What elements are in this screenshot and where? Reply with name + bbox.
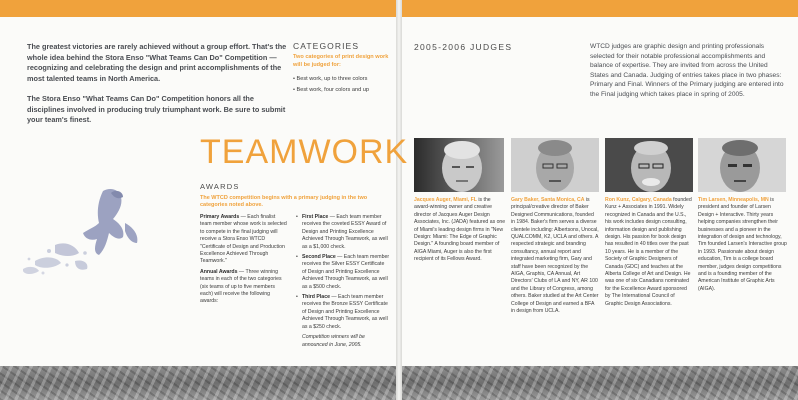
judge-bio <box>605 197 693 308</box>
places-list <box>296 214 390 331</box>
judges-heading: 2005-2006 JUDGES <box>414 42 513 52</box>
category-item: • Best work, up to three colors <box>293 74 393 85</box>
category-item: • Best work, four colors and up <box>293 85 393 96</box>
judge-bio <box>414 197 506 264</box>
place-label: First Place <box>302 214 329 220</box>
judge-name: Tim Larsen, Minneapolis, MN <box>698 197 769 203</box>
awards-column-right <box>296 214 390 352</box>
rock-texture-band-right <box>402 366 798 400</box>
judge-name: Gary Baker, Santa Monica, CA <box>511 197 585 203</box>
primary-awards-text <box>200 214 288 266</box>
annual-awards-text <box>200 269 288 306</box>
awards-column-left <box>200 214 288 309</box>
skier-illustration <box>15 183 180 283</box>
annual-awards-body: — Three winning teams in each of the two categories (six teams of up to five members each) will receive the following awards: <box>200 268 282 305</box>
place-label: Third Place <box>302 294 330 301</box>
judge-bio-text: is principal/creative director of Baker Designed Communications, founded in 1984. Baker's firm serves a diverse clientele including: Albertsons, Unocal, QUALCOMM, K2, UCLA and others. A respected strategic and branding consultancy, annual report and integrated marketing firm, Gary and staff have been recognized by the AIGA, Graphis, CA Annual, Art Directors' Clubs of LA and NY, AR 100 and the Library of Congress, among others. Baker studied at the Art Center College of Design and earned a BFA in design from UCLA. <box>511 197 599 315</box>
page-gutter <box>396 0 402 400</box>
intro-paragraph: The Stora Enso "What Teams Can Do" Competition honors all the disciplines involved in producing truly triumphant work. Be sure to submit your team's finest. <box>27 94 286 124</box>
place-item <box>296 254 390 291</box>
awards-heading: AWARDS <box>200 182 240 191</box>
top-accent-bar-left <box>0 0 396 17</box>
winners-note: Competition winners will be announced in June, 2005. <box>302 334 365 348</box>
judge-bio-text: is president and founder of Larsen Design + Interactive. Thirty years helping companies strengthen their businesses and a pioneer in the integration of design and technology, Tim founded Larsen's Interactive group in 1993. Passionate about design education, Tim is a college board member, judges design competitions and is a founding member of the American Institute of Graphic Arts (AIGA). <box>698 197 787 292</box>
intro-text <box>27 42 289 136</box>
teamwork-headline: TEAMWORK <box>200 133 409 171</box>
annual-awards-label: Annual Awards <box>200 268 238 275</box>
judge-photo-auger <box>414 138 504 192</box>
judge-bio <box>698 197 788 293</box>
primary-awards-body: — Each finalist team member whose work is selected to compete in the final judging will receive a Stora Enso WTCD "Certificate of Design and Production Excellence Achieved Through Teamwork." <box>200 214 287 265</box>
intro-paragraph: The greatest victories are rarely achieved without a group effort. That's the whole idea behind the Stora Enso "What Teams Can Do" Competition — recognizing and celebrating the design and print accomplishments of the most talented teams in North America. <box>27 42 287 83</box>
rock-texture-band-left <box>0 366 396 400</box>
place-body: — Each team member receives the coveted ESSY Award of Design and Printing Excellence Achieved Through Teamwork, as well as a $1,000 check. <box>302 214 388 250</box>
judge-photo-larsen <box>698 138 786 192</box>
place-item <box>296 214 390 251</box>
categories-heading: CATEGORIES <box>293 41 360 51</box>
primary-awards-label: Primary Awards <box>200 214 240 220</box>
judge-photo-kunz <box>605 138 693 192</box>
place-body: — Each team member receives the Bronze ESSY Certificate of Design and Printing Excellence Achieved Through Teamwork, as well as a $250 check. <box>302 294 388 330</box>
awards-subtitle: The WTCD competition begins with a primary judging in the two categories noted above. <box>200 195 368 209</box>
judge-photo-baker <box>511 138 599 192</box>
place-body: — Each team member receives the Silver ESSY Certificate of Design and Printing Excellence Achieved Through Teamwork, as well as a $500 check. <box>302 254 390 290</box>
judge-name: Jacques Auger, Miami, FL <box>414 197 477 203</box>
place-item <box>296 294 390 331</box>
judges-intro: WTCD judges are graphic design and printing professionals selected for their notable professional accomplishments and balance of expertise. They are invited from across the United States and Canada. Judging of entries takes place in two phases: Primary and Final. Winners of the Primary judging are entered into the Final judging which takes place in spring of 2005. <box>590 43 784 98</box>
place-label: Second Place <box>302 254 336 261</box>
judge-bio <box>511 197 599 316</box>
judge-bio-text: is the award-winning owner and creative director of Jacques Auger Design Associates, Inc. (JADA) featured as one of Miami's leading design firms in "New Design: Miami: The Edge of Graphic Design." A founding board member of AIGA Miami, Auger is also the first recipient of its Fellows Award. <box>414 197 506 263</box>
categories-subtitle: Two categories of print design work will be judged for: <box>293 54 389 68</box>
top-accent-bar-right <box>402 0 798 17</box>
judge-bio-text: founded Kunz + Associates in 1991. Widely recognized in Canada and the U.S., his work includes design consulting, information design and publishing design. His passion for book design has resulted in 40 titles over the past 10 years. He is a member of the Society of Graphic Designers of Canada (GDC) and teaches at the Alberta College of Art and Design. He was one of six Canadians nominated for the Excellence Award sponsored by The International Council of Graphic Design Associations. <box>605 197 692 307</box>
judge-name: Ron Kunz, Calgary, Canada <box>605 197 672 203</box>
categories-list <box>293 74 393 96</box>
